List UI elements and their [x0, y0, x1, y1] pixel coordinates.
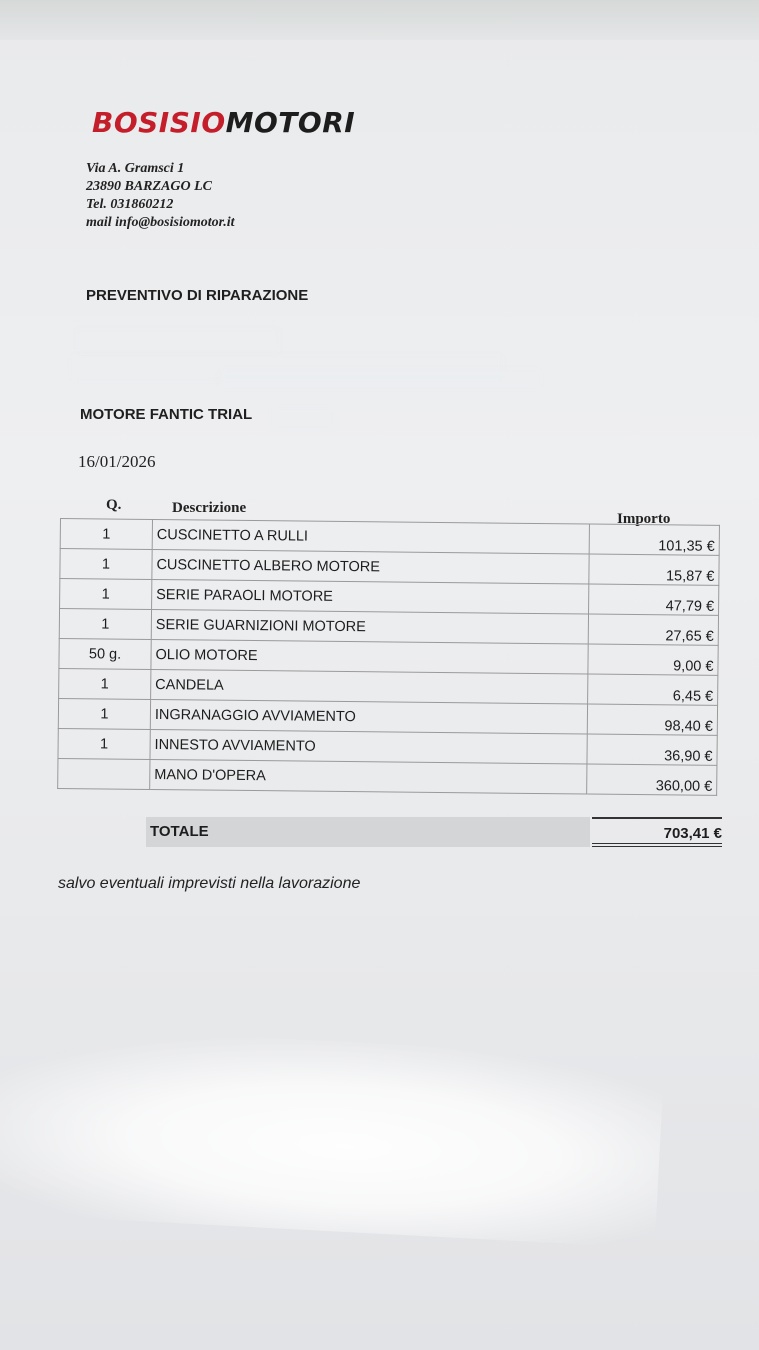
redacted-block	[78, 330, 278, 352]
description-cell: INNESTO AVVIAMENTO	[150, 729, 587, 764]
amount-cell: 27,65 €	[588, 614, 719, 645]
description-cell: MANO D'OPERA	[150, 759, 587, 794]
background-strip	[0, 0, 759, 40]
amount-cell: 36,90 €	[587, 734, 718, 765]
address-email: mail info@bosisiomotor.it	[86, 215, 235, 230]
amount-cell: 6,45 €	[587, 674, 718, 705]
total-label: TOTALE	[150, 823, 209, 840]
amount-cell: 15,87 €	[588, 554, 719, 585]
header-amount: Importo	[617, 511, 671, 527]
qty-cell: 1	[60, 579, 152, 610]
items-table	[57, 518, 720, 796]
table-row	[58, 758, 717, 795]
address-phone: Tel. 031860212	[86, 197, 174, 212]
amount-cell: 98,40 €	[587, 704, 718, 735]
header-qty: Q.	[106, 497, 122, 513]
disclaimer-note: salvo eventuali imprevisti nella lavorazione	[58, 875, 361, 892]
redacted-block	[220, 370, 540, 388]
redacted-block	[272, 408, 332, 428]
qty-cell: 50 g.	[59, 638, 151, 669]
vehicle-subject: MOTORE FANTIC TRIAL	[80, 406, 253, 423]
description-cell: SERIE PARAOLI MOTORE	[152, 579, 589, 614]
qty-cell: 1	[59, 609, 151, 640]
qty-cell: 1	[58, 728, 150, 759]
description-cell: INGRANAGGIO AVVIAMENTO	[150, 699, 587, 734]
amount-cell: 101,35 €	[589, 524, 720, 555]
description-cell: SERIE GUARNIZIONI MOTORE	[151, 609, 588, 644]
amount-cell: 47,79 €	[588, 584, 719, 615]
document-date: 16/01/2026	[78, 452, 156, 471]
total-bar	[146, 817, 590, 847]
document-title: PREVENTIVO DI RIPARAZIONE	[86, 287, 309, 304]
qty-cell	[58, 758, 150, 789]
qty-cell: 1	[58, 698, 150, 729]
description-cell: CUSCINETTO ALBERO MOTORE	[152, 549, 589, 584]
total-value: 703,41 €	[592, 817, 722, 847]
qty-cell: 1	[59, 668, 151, 699]
description-cell: OLIO MOTORE	[151, 639, 588, 674]
qty-cell: 1	[60, 519, 152, 550]
description-cell: CUSCINETTO A RULLI	[152, 519, 589, 554]
description-cell: CANDELA	[151, 669, 588, 704]
qty-cell: 1	[60, 549, 152, 580]
light-glare	[0, 1022, 664, 1248]
logo-part-dark: MOTORI	[225, 106, 356, 139]
address-city: 23890 BARZAGO LC	[86, 179, 213, 194]
amount-cell: 9,00 €	[587, 644, 718, 675]
address-street: Via A. Gramsci 1	[86, 161, 185, 176]
header-description: Descrizione	[172, 500, 247, 516]
company-address	[86, 160, 235, 232]
logo-part-red: BOSISIO	[92, 106, 226, 139]
amount-cell: 360,00 €	[586, 764, 717, 795]
company-logo	[92, 106, 355, 139]
